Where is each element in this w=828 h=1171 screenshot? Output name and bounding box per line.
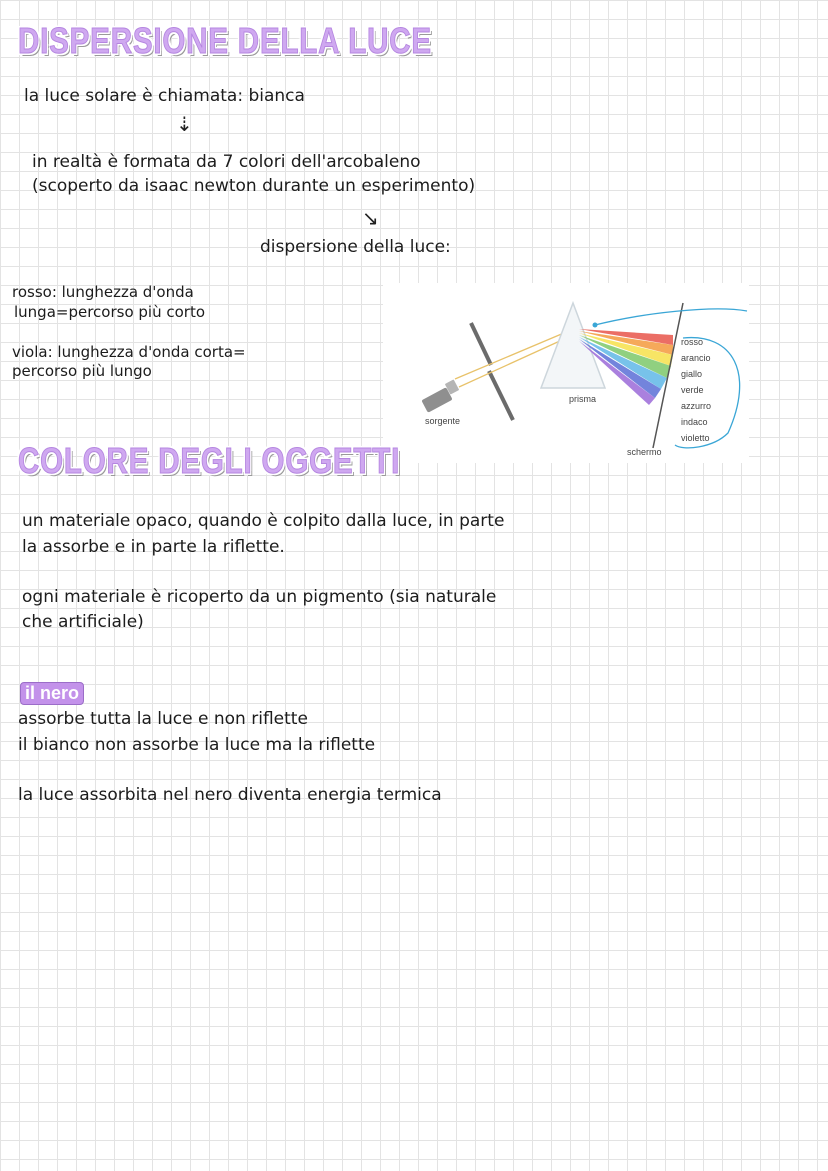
white-line: il bianco non assorbe la luce ma la riflette [18, 735, 376, 755]
diagonal-arrow-icon: ↘ [362, 206, 379, 230]
black-tag: il nero [20, 682, 84, 705]
color-label-blue: azzurro [681, 401, 712, 411]
guide-dot [593, 323, 598, 328]
opaque-line-2: la assorbe e in parte la riflette. [22, 537, 285, 557]
color-label-orange: arancio [681, 353, 711, 363]
red-note-line-2: lunga=percorso più corto [14, 303, 206, 321]
color-legend [681, 337, 711, 443]
violet-note-line-1: viola: lunghezza d'onda corta= [12, 343, 246, 361]
reality-line-2: (scoperto da isaac newton durante un esperimento) [32, 176, 476, 196]
dispersion-label: dispersione della luce: [260, 237, 451, 257]
intro-line: la luce solare è chiamata: bianca [24, 86, 305, 106]
color-label-green: verde [681, 385, 704, 395]
prism-label: prisma [569, 394, 597, 404]
color-label-indigo: indaco [681, 417, 708, 427]
light-source-icon [421, 379, 459, 412]
slit-screen-1 [471, 323, 491, 365]
reality-line-1: in realtà è formata da 7 colori dell'arcobaleno [32, 152, 421, 172]
red-note-line-1: rosso: lunghezza d'onda [12, 283, 194, 301]
color-label-yellow: giallo [681, 369, 703, 379]
pigment-line-2: che artificiale) [22, 612, 144, 632]
heat-line: la luce assorbita nel nero diventa energia termica [18, 785, 442, 805]
color-label-red: rosso [681, 337, 704, 347]
guide-curve-top [595, 309, 747, 325]
color-label-violet: violetto [681, 433, 710, 443]
pigment-line-1: ogni materiale è ricoperto da un pigmento (sia naturale [22, 587, 497, 607]
slit-screen-2 [489, 371, 513, 420]
violet-note-line-2: percorso più lungo [12, 362, 152, 380]
prism-dispersion-diagram [383, 283, 749, 463]
title-color: COLORE DEGLI OGGETTI [18, 440, 401, 481]
black-line-1: assorbe tutta la luce e non riflette [18, 709, 308, 729]
down-arrow-icon: ⇣ [176, 112, 193, 136]
source-label: sorgente [425, 416, 461, 426]
opaque-line-1: un materiale opaco, quando è colpito dalla luce, in parte [22, 511, 505, 531]
screen-label: schermo [627, 447, 662, 457]
title-dispersion: DISPERSIONE DELLA LUCE [18, 20, 432, 61]
